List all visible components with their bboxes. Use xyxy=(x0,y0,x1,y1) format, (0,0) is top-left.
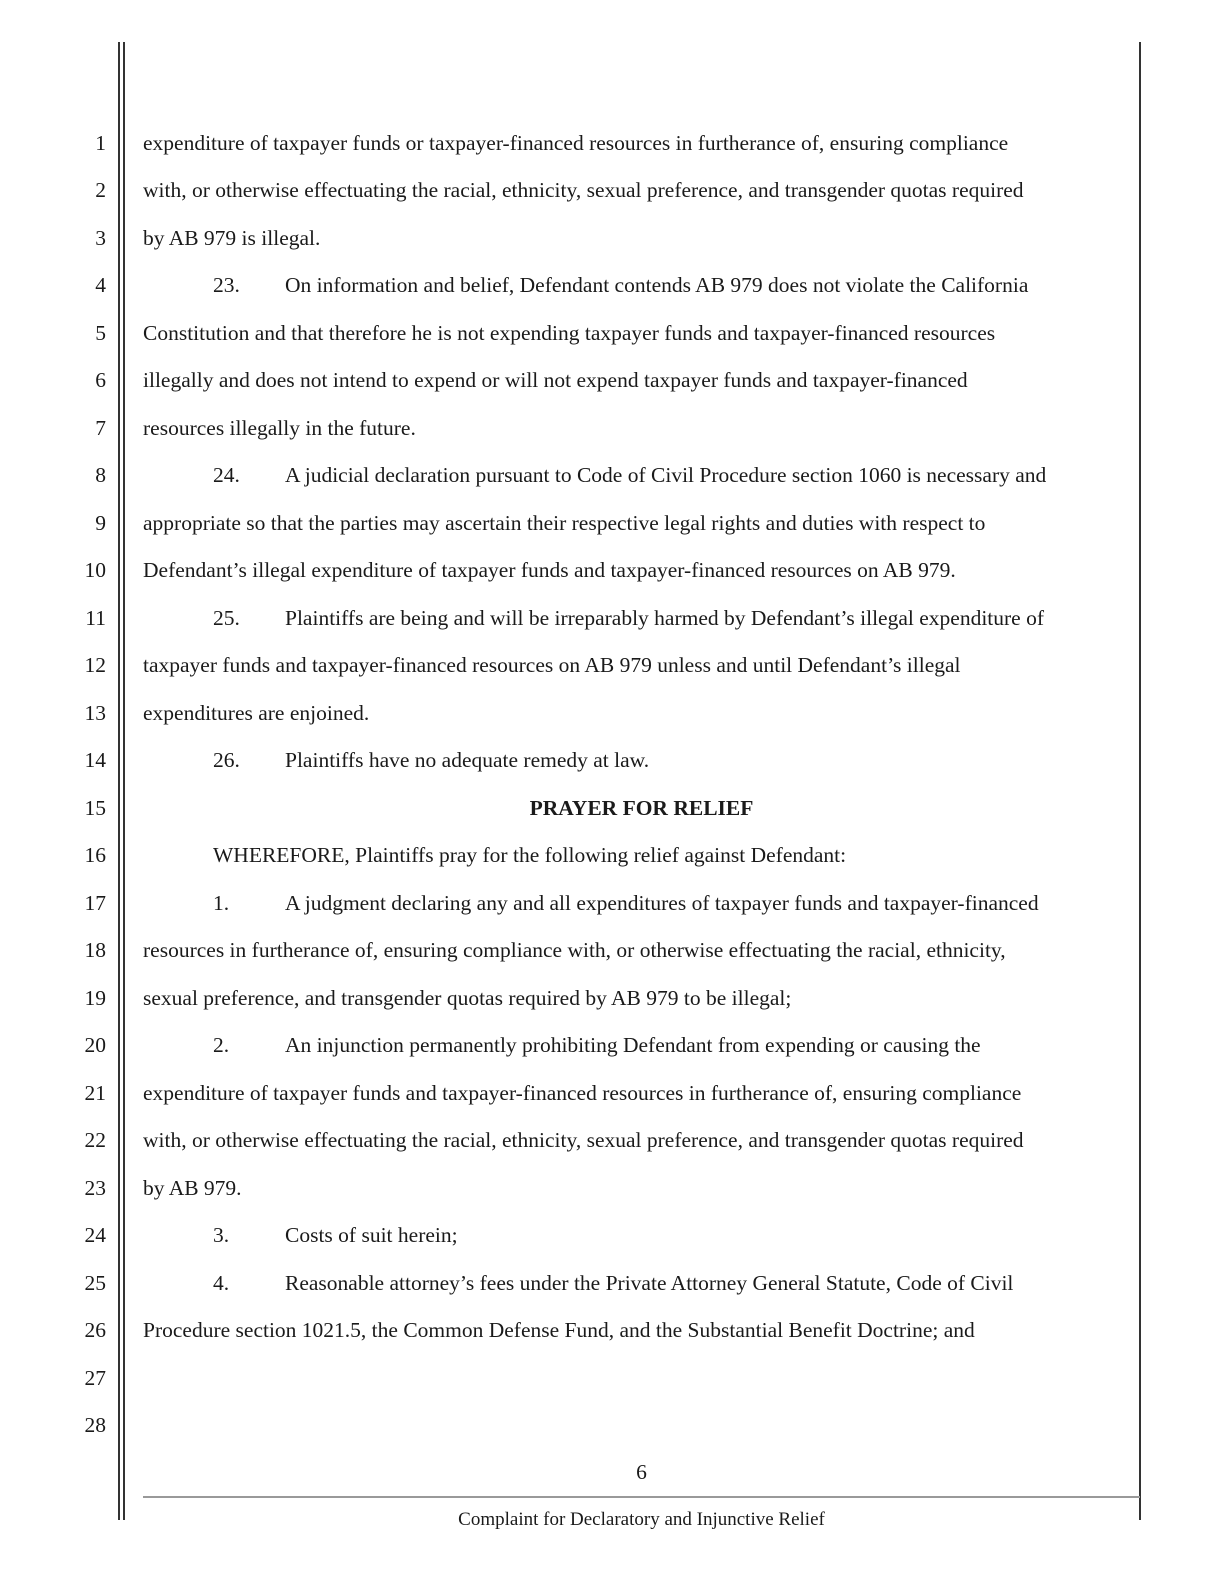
text-line: by AB 979 is illegal. xyxy=(143,226,321,250)
line-number: 4 xyxy=(95,273,106,297)
text-line: taxpayer funds and taxpayer-financed resources on AB 979 unless and until Defendant’s illegal xyxy=(143,653,961,677)
text-line: expenditure of taxpayer funds and taxpayer-financed resources in furtherance of, ensuring compliance xyxy=(143,1081,1022,1105)
line-number: 24 xyxy=(84,1223,106,1247)
text-line: WHEREFORE, Plaintiffs pray for the following relief against Defendant: xyxy=(213,843,847,867)
text-line: by AB 979. xyxy=(143,1176,242,1200)
text-line: with, or otherwise effectuating the racial, ethnicity, sexual preference, and transgender quotas required xyxy=(143,1128,1024,1152)
item-number: 2. xyxy=(213,1033,230,1057)
text-line: resources illegally in the future. xyxy=(143,416,416,440)
line-number: 1 xyxy=(95,131,106,155)
text-line: sexual preference, and transgender quotas required by AB 979 to be illegal; xyxy=(143,986,792,1010)
page-number: 6 xyxy=(636,1460,647,1484)
line-number: 27 xyxy=(84,1366,106,1390)
left-margin-rule-inner xyxy=(123,42,125,1520)
line-number: 11 xyxy=(85,606,106,630)
line-number: 23 xyxy=(84,1176,106,1200)
line-number: 28 xyxy=(84,1413,106,1437)
line-number: 20 xyxy=(84,1033,106,1057)
paragraph-number: 23. xyxy=(213,273,240,297)
text-line: Plaintiffs have no adequate remedy at law. xyxy=(285,748,650,772)
text-line: An injunction permanently prohibiting Defendant from expending or causing the xyxy=(285,1033,981,1057)
line-number: 10 xyxy=(84,558,106,582)
item-number: 1. xyxy=(213,891,230,915)
line-number: 7 xyxy=(95,416,106,440)
line-number: 22 xyxy=(84,1128,106,1152)
line-number: 8 xyxy=(95,463,106,487)
text-line: Plaintiffs are being and will be irreparably harmed by Defendant’s illegal expenditure of xyxy=(285,606,1045,630)
text-line: expenditures are enjoined. xyxy=(143,701,370,725)
text-line: Procedure section 1021.5, the Common Defense Fund, and the Substantial Benefit Doctrine; and xyxy=(143,1318,975,1342)
line-number: 6 xyxy=(95,368,106,392)
section-heading: PRAYER FOR RELIEF xyxy=(529,796,754,820)
left-margin-rule xyxy=(118,42,120,1520)
line-number: 9 xyxy=(95,511,106,535)
line-number: 26 xyxy=(84,1318,106,1342)
line-number: 15 xyxy=(84,796,106,820)
line-number: 2 xyxy=(95,178,106,202)
paragraph-number: 26. xyxy=(213,748,240,772)
line-number: 25 xyxy=(84,1271,106,1295)
item-number: 4. xyxy=(213,1271,230,1295)
text-line: Costs of suit herein; xyxy=(285,1223,458,1247)
line-number: 21 xyxy=(84,1081,106,1105)
text-line: Constitution and that therefore he is not expending taxpayer funds and taxpayer-financed resources xyxy=(143,321,996,345)
line-number: 14 xyxy=(84,748,106,772)
text-line: illegally and does not intend to expend or will not expend taxpayer funds and taxpayer-financed xyxy=(143,368,968,392)
text-line: A judgment declaring any and all expenditures of taxpayer funds and taxpayer-financed xyxy=(285,891,1039,915)
item-number: 3. xyxy=(213,1223,230,1247)
text-line: appropriate so that the parties may ascertain their respective legal rights and duties with respect to xyxy=(143,511,986,535)
line-number: 3 xyxy=(95,226,106,250)
text-line: A judicial declaration pursuant to Code of Civil Procedure section 1060 is necessary and xyxy=(285,463,1047,487)
text-line: Defendant’s illegal expenditure of taxpayer funds and taxpayer-financed resources on AB 979. xyxy=(143,558,956,582)
text-line: On information and belief, Defendant contends AB 979 does not violate the California xyxy=(285,273,1029,297)
line-number: 12 xyxy=(84,653,106,677)
text-line: with, or otherwise effectuating the racial, ethnicity, sexual preference, and transgender quotas required xyxy=(143,178,1024,202)
text-line: Reasonable attorney’s fees under the Private Attorney General Statute, Code of Civil xyxy=(285,1271,1014,1295)
paragraph-number: 24. xyxy=(213,463,240,487)
paragraph-number: 25. xyxy=(213,606,240,630)
line-number: 5 xyxy=(95,321,106,345)
right-margin-rule xyxy=(1139,42,1141,1520)
text-line: resources in furtherance of, ensuring compliance with, or otherwise effectuating the racial, ethnicity, xyxy=(143,938,1006,962)
line-number: 18 xyxy=(84,938,106,962)
text-line: expenditure of taxpayer funds or taxpayer-financed resources in furtherance of, ensuring compliance xyxy=(143,131,1009,155)
line-number: 13 xyxy=(84,701,106,725)
footer-title: Complaint for Declaratory and Injunctive Relief xyxy=(458,1509,825,1530)
line-number: 19 xyxy=(84,986,106,1010)
line-number: 16 xyxy=(84,843,106,867)
line-number: 17 xyxy=(84,891,106,915)
footer-divider xyxy=(143,1496,1140,1498)
